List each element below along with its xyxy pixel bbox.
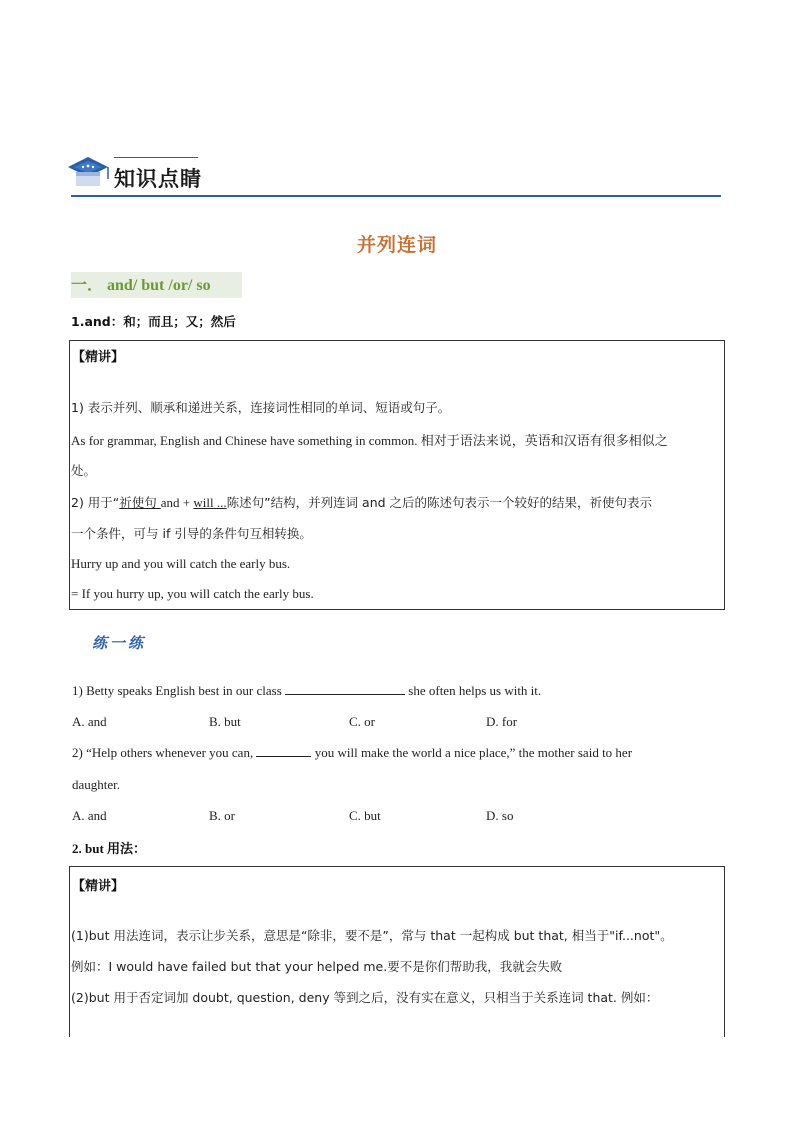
box2-line-2: 例如：I would have failed but that your helped me.要不是你们帮助我，我就会失败 <box>71 959 563 974</box>
q1-option-a[interactable]: A. and <box>72 714 107 729</box>
header-top-line <box>114 157 198 158</box>
box1-line-1: 1) 表示并列、顺承和递进关系，连接词性相同的单词、短语或句子。 <box>71 400 451 415</box>
header-rule <box>71 195 721 197</box>
practice-heading: 练一练 <box>92 634 147 652</box>
box2-line-3: (2)but 用于否定词加 doubt, question, deny 等到之后，没有实在意义，只相当于关系连词 that. 例如： <box>71 990 659 1005</box>
line4-part-a: 2) 用于“ <box>71 495 120 510</box>
q1-option-c[interactable]: C. or <box>349 714 375 729</box>
line4-part-c: and + <box>160 495 194 510</box>
box2-line-1: (1)but 用法连词，表示让步关系，意思是“除非，要不是”，常与 that 一起构成 but that, 相当于"if...not"。 <box>71 928 673 943</box>
box-label-2: 【精讲】 <box>72 879 125 894</box>
q2-option-b[interactable]: B. or <box>209 808 235 823</box>
section-heading-text: and/ but /or/ so <box>103 277 211 294</box>
question-1 <box>72 683 541 699</box>
q2-option-d[interactable]: D. so <box>486 808 514 823</box>
q2-continuation: daughter. <box>72 777 121 792</box>
q2-blank[interactable] <box>256 745 311 757</box>
q1-text-before: 1) Betty speaks English best in our class <box>72 683 286 698</box>
page-title: 并列连词 <box>356 234 437 256</box>
section-heading-number: 一． <box>71 275 104 294</box>
part2-title: 2. but 用法： <box>72 841 147 856</box>
box1-line-6: Hurry up and you will catch the early bus. <box>71 556 291 571</box>
q2-option-c[interactable]: C. but <box>349 808 381 823</box>
explanation-box-2 <box>69 866 725 1037</box>
q2-option-a[interactable]: A. and <box>72 808 107 823</box>
box1-line-4 <box>71 493 652 511</box>
box1-line-7: = If you hurry up, you will catch the early bus. <box>71 586 314 601</box>
part1-title: 1.and：和；而且；又；然后 <box>71 314 236 329</box>
section-heading <box>71 272 242 298</box>
question-2 <box>72 745 632 761</box>
q2-text-after: you will make the world a nice place,” the mother said to her <box>311 745 633 760</box>
box1-line-5: 一个条件，可与 if 引导的条件句互相转换。 <box>71 526 312 541</box>
q1-text-after: she often helps us with it. <box>405 683 542 698</box>
box1-line-3: 处。 <box>71 463 97 478</box>
line4-part-d: will ... <box>193 495 227 510</box>
box1-line-2: As for grammar, English and Chinese have something in common. 相对于语法来说，英语和汉语有很多相似之 <box>71 433 668 448</box>
header-title: 知识点睛 <box>114 167 202 191</box>
graduation-cap-icon <box>66 155 110 191</box>
line4-part-b: 祈使句 <box>119 495 161 510</box>
q2-text-before: 2) “Help others whenever you can, <box>72 745 257 760</box>
q1-option-d[interactable]: D. for <box>486 714 518 729</box>
line4-part-e: 陈述句”结构，并列连词 and 之后的陈述句表示一个较好的结果，祈使句表示 <box>226 495 653 510</box>
q1-option-b[interactable]: B. but <box>209 714 241 729</box>
box-label-1: 【精讲】 <box>72 350 125 365</box>
q1-blank[interactable] <box>285 683 405 695</box>
